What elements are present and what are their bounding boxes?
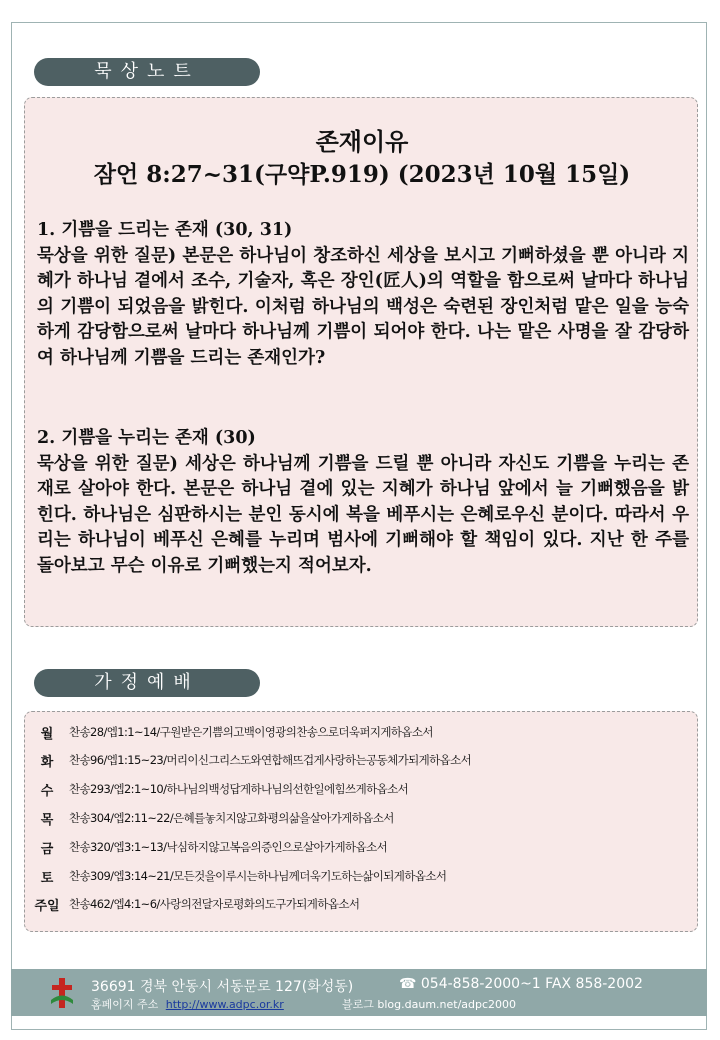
worship-text: 찬송320/엡3:1~13/낙심하지않고복음의증인으로살아가게하옵소서	[69, 840, 388, 854]
worship-day: 수	[40, 783, 54, 799]
worship-text: 찬송293/엡2:1~10/하나님의백성답게하나님의선한일에힘쓰게하옵소서	[69, 782, 409, 796]
question-label: 묵상을 위한 질문)	[37, 245, 177, 266]
worship-text: 찬송304/엡2:11~22/은혜를놓치지않고화평의삶을살아가게하옵소서	[69, 811, 394, 825]
worship-day: 금	[40, 841, 54, 857]
worship-day: 목	[40, 812, 54, 828]
worship-row	[25, 864, 446, 888]
homepage-label: 홈페이지 주소	[91, 998, 159, 1011]
question-label: 묵상을 위한 질문)	[37, 453, 178, 474]
meditation-title: 존재이유	[315, 127, 409, 156]
church-phone: ☎ 054-858-2000~1 FAX 858-2002	[399, 976, 643, 992]
worship-day: 화	[40, 754, 54, 770]
meditation-section	[37, 218, 689, 371]
section-label-meditation: 묵상노트	[34, 58, 260, 86]
section-text: 본문은 하나님이 창조하신 세상을 보시고 기뻐하셨을 뿐 아니라 지혜가 하나님 곁에서 조수, 기술자, 혹은 장인(匠人)의 역할을 함으로써 날마다 하나님의 기쁨이 되었음을 밝힌다. 이처럼 하나님의 백성은 숙련된 장인처럼 맡은 일을 능숙하게 감당함으로써 날마다 하나님께 기쁨이 되어야 한다. 나는 맡은 사명을 잘 감당하여 하나님께 기쁨을 드리는 존재인가?	[37, 245, 689, 368]
worship-day: 주일	[34, 898, 60, 914]
worship-row	[25, 835, 387, 859]
worship-row	[25, 806, 394, 830]
church-cross-logo-icon	[49, 976, 75, 1010]
meditation-subtitle: 잠언 8:27~31(구약P.919) (2023년 10월 15일)	[93, 161, 631, 188]
worship-row	[25, 777, 408, 801]
worship-text: 찬송309/엡3:14~21/모든것을이루시는하나님께더욱기도하는삶이되게하옵소서	[69, 869, 447, 883]
family-worship-box	[24, 711, 698, 932]
homepage-info	[91, 996, 284, 1012]
worship-text: 찬송96/엡1:15~23/머리이신그리스도와연합해뜨겁게사랑하는공동체가되게하옵소서	[69, 753, 472, 767]
homepage-link[interactable]: http://www.adpc.or.kr	[165, 998, 284, 1011]
blog-info: 블로그 blog.daum.net/adpc2000	[342, 998, 517, 1011]
section-heading: 2. 기쁨을 누리는 존재 (30)	[37, 428, 256, 448]
church-address: 36691 경북 안동시 서동문로 127(화성동)	[91, 979, 354, 995]
section-body	[37, 244, 689, 372]
worship-text: 찬송28/엡1:1~14/구원받은기쁨의고백이영광의찬송으로더욱퍼지게하옵소서	[69, 725, 433, 739]
section-text: 세상은 하나님께 기쁨을 드릴 뿐 아니라 자신도 기쁨을 누리는 존재로 살아야 한다. 본문은 하나님 곁에 있는 지혜가 하나님 앞에서 늘 기뻐했음을 밝힌다. 하나님은 심판하시는 분인 동시에 복을 베푸시는 은혜로우신 분이다. 따라서 우리는 하나님이 베푸신 은혜를 누리며 범사에 기뻐해야 할 책임이 있다. 지난 한 주를 돌아보고 무슨 이유로 기뻐했는지 적어보자.	[37, 453, 689, 576]
section-body	[37, 452, 689, 580]
footer	[11, 969, 707, 1016]
section-label-family-worship: 가정예배	[34, 669, 260, 697]
worship-day: 월	[40, 726, 54, 742]
worship-row	[25, 748, 471, 772]
meditation-box	[24, 97, 698, 627]
meditation-section	[37, 426, 689, 579]
worship-day: 토	[40, 870, 54, 886]
section-heading: 1. 기쁨을 드리는 존재 (30, 31)	[37, 220, 293, 240]
worship-row	[25, 892, 359, 916]
worship-row	[25, 720, 433, 744]
worship-text: 찬송462/엡4:1~6/사랑의전달자로평화의도구가되게하옵소서	[69, 897, 360, 911]
